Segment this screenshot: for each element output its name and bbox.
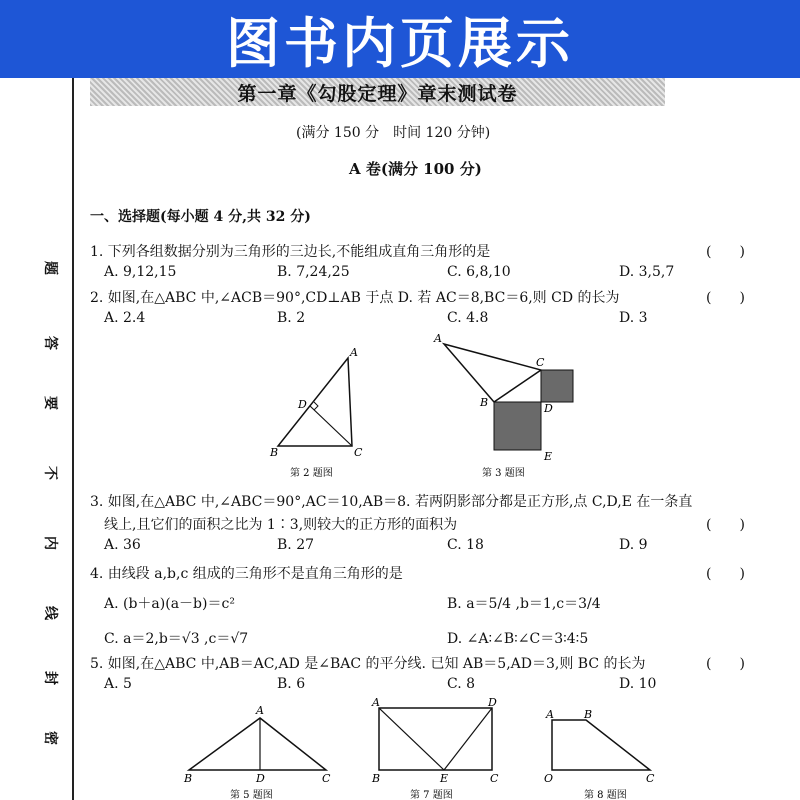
option-d: D. 3 xyxy=(619,310,648,326)
answer-blank[interactable]: ( ) xyxy=(706,656,745,672)
option-b: B. 27 xyxy=(277,537,315,553)
figure-2 xyxy=(269,346,363,479)
option-a: A. 2.4 xyxy=(104,310,146,326)
figure-caption: 第 5 题图 xyxy=(230,790,273,800)
answer-blank[interactable]: ( ) xyxy=(706,244,745,260)
option-b: B. a＝5/4 ,b＝1,c＝3/4 xyxy=(447,596,601,612)
label-d: D xyxy=(256,772,265,785)
answer-blank[interactable]: ( ) xyxy=(706,290,745,306)
figure-caption: 第 8 题图 xyxy=(584,790,627,800)
figures-row-1 xyxy=(254,328,594,488)
label-a: A xyxy=(372,698,380,709)
label-o: O xyxy=(544,772,554,785)
binding-char: 不 xyxy=(42,466,58,480)
label-d: D xyxy=(298,398,307,411)
question-3-stem: 3. 如图,在△ABC 中,∠ABC＝90°,AC＝10,AB＝8. 若两阴影部分都是正方形,点 C,D,E 在一条直 xyxy=(90,494,693,510)
option-d: D. 9 xyxy=(619,537,648,553)
option-d: D. 10 xyxy=(619,676,657,692)
label-c: C xyxy=(646,772,655,785)
option-b: B. 7,24,25 xyxy=(277,264,350,280)
question-1-stem: 1. 下列各组数据分别为三角形的三边长,不能组成直角三角形的是 xyxy=(90,244,491,260)
figures-row-2 xyxy=(174,698,774,800)
binding-margin xyxy=(0,78,74,800)
answer-blank[interactable]: ( ) xyxy=(706,566,745,582)
part-heading: 一、选择题(每小题 4 分,共 32 分) xyxy=(90,209,311,225)
exam-meta: (满分 150 分 时间 120 分钟) xyxy=(296,125,491,141)
label-a: A xyxy=(546,708,554,721)
question-4-stem: 4. 由线段 a,b,c 组成的三角形不是直角三角形的是 xyxy=(90,566,403,582)
binding-char: 密 xyxy=(42,731,58,745)
exam-page xyxy=(74,78,800,800)
binding-char: 封 xyxy=(42,671,58,685)
label-a: A xyxy=(256,704,264,717)
figure-8 xyxy=(544,708,655,800)
label-b: B xyxy=(480,396,489,409)
label-e: E xyxy=(544,450,553,463)
figure-caption: 第 7 题图 xyxy=(410,790,453,800)
label-c: C xyxy=(322,772,331,785)
binding-char: 答 xyxy=(42,336,58,350)
option-b: B. 2 xyxy=(277,310,306,326)
label-b: B xyxy=(584,708,593,721)
question-2-stem: 2. 如图,在△ABC 中,∠ACB＝90°,CD⊥AB 于点 D. 若 AC＝8,BC＝6,则 CD 的长为 xyxy=(90,290,620,306)
banner-title: 图书内页展示 xyxy=(226,11,574,75)
label-c: C xyxy=(536,356,545,369)
answer-blank[interactable]: ( ) xyxy=(706,517,745,533)
question-5-stem: 5. 如图,在△ABC 中,AB＝AC,AD 是∠BAC 的平分线. 已知 AB＝5,AD＝3,则 BC 的长为 xyxy=(90,656,646,672)
option-c: C. 6,8,10 xyxy=(447,264,511,280)
label-e: E xyxy=(440,772,449,785)
option-a: A. 9,12,15 xyxy=(104,264,177,280)
option-d: D. ∠A∶∠B∶∠C＝3∶4∶5 xyxy=(447,631,589,647)
label-a: A xyxy=(350,346,358,359)
figure-caption: 第 3 题图 xyxy=(482,468,525,479)
chapter-title-bar xyxy=(90,78,665,106)
option-b: B. 6 xyxy=(277,676,306,692)
binding-char: 线 xyxy=(42,606,58,620)
label-a: A xyxy=(434,332,442,345)
label-b: B xyxy=(270,446,279,459)
section-title: A 卷(满分 100 分) xyxy=(349,160,482,178)
figure-caption: 第 2 题图 xyxy=(290,468,333,479)
option-a: A. (b＋a)(a－b)＝c² xyxy=(104,596,235,612)
option-c: C. a＝2,b＝√3 ,c＝√7 xyxy=(104,631,249,647)
option-d: D. 3,5,7 xyxy=(619,264,675,280)
label-d: D xyxy=(544,402,553,415)
figure-5 xyxy=(183,704,331,800)
question-3-stem-cont: 线上,且它们的面积之比为 1∶3,则较大的正方形的面积为 xyxy=(104,517,458,533)
figure-7 xyxy=(371,698,499,800)
label-b: B xyxy=(372,772,381,785)
option-c: C. 18 xyxy=(447,537,484,553)
header-banner xyxy=(0,0,800,78)
figure-3 xyxy=(433,332,573,479)
option-a: A. 5 xyxy=(104,676,132,692)
label-d: D xyxy=(488,698,497,709)
option-c: C. 8 xyxy=(447,676,476,692)
binding-char: 题 xyxy=(42,261,58,275)
option-a: A. 36 xyxy=(104,537,141,553)
binding-char: 要 xyxy=(42,396,58,410)
label-b: B xyxy=(184,772,193,785)
option-c: C. 4.8 xyxy=(447,310,489,326)
label-c: C xyxy=(490,772,499,785)
chapter-title: 第一章《勾股定理》章末测试卷 xyxy=(237,82,518,105)
label-c: C xyxy=(354,446,363,459)
binding-char: 内 xyxy=(42,536,58,550)
